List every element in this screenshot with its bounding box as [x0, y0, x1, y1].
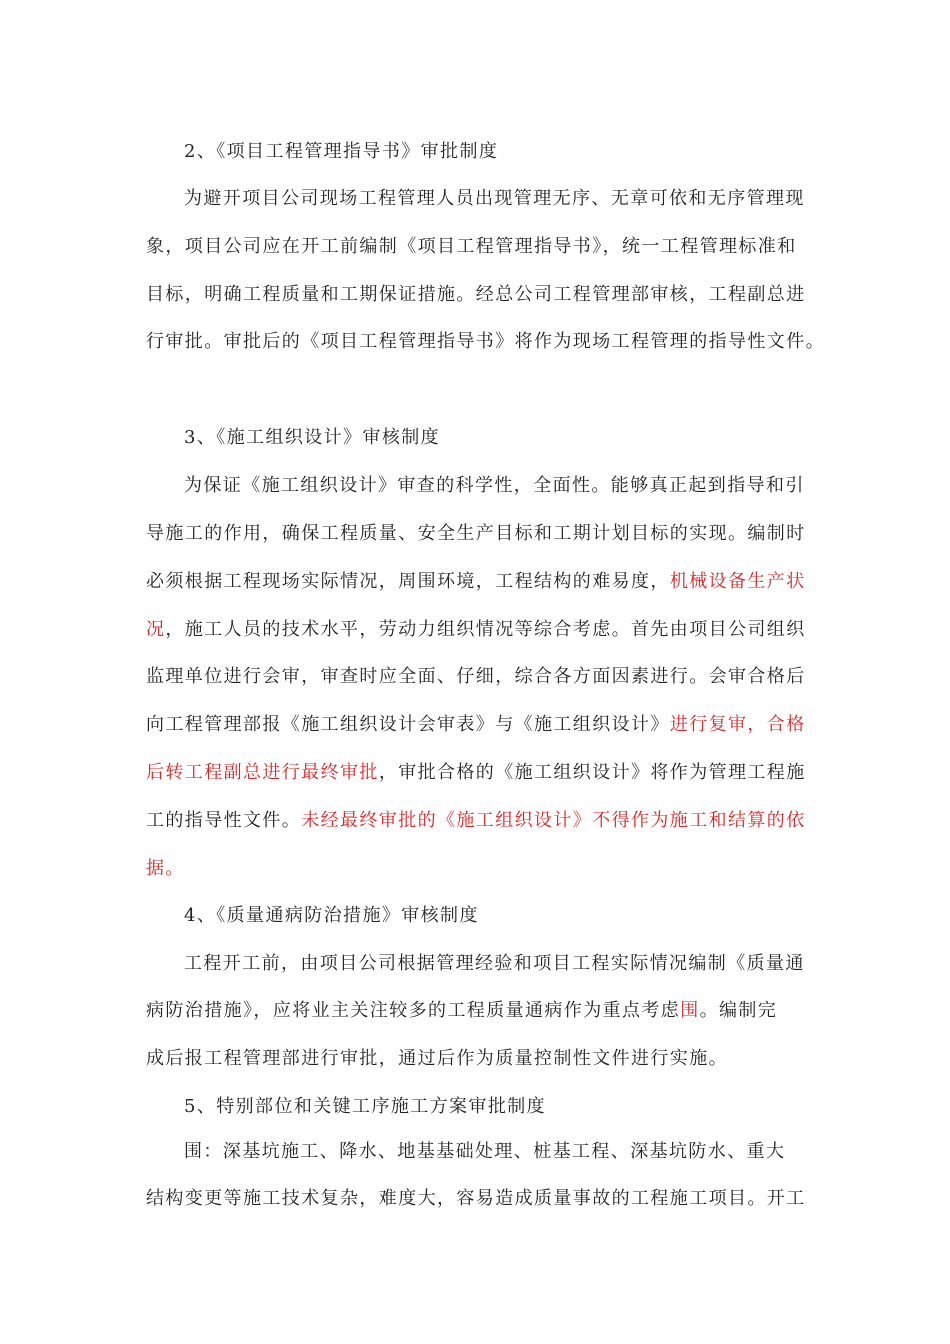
paragraph-line: 目标，明确工程质量和工期保证措施。经总公司工程管理部审核，工程副总进 — [146, 284, 806, 305]
paragraph-line: 必须根据工程现场实际情况，周围环境，工程结构的难易度，机械设备生产状 — [146, 571, 806, 592]
highlight-text: 机械设备生产状 — [669, 571, 806, 592]
paragraph-line: 况，施工人员的技术水平，劳动力组织情况等综合考虑。首先由项目公司组织 — [146, 619, 806, 640]
paragraph-line: 围：深基坑施工、降水、地基基础处理、桩基工程、深基坑防水、重大 — [184, 1141, 786, 1162]
paragraph-line: 工的指导性文件。未经最终审批的《施工组织设计》不得作为施工和结算的依 — [146, 810, 806, 831]
section-heading-5: 5、特别部位和关键工序施工方案审批制度 — [184, 1096, 547, 1117]
highlight-text: 进行复审，合格 — [669, 714, 806, 735]
highlight-text: 况 — [146, 619, 166, 640]
section-heading-2: 2、《项目工程管理指导书》审批制度 — [184, 141, 499, 162]
section-heading-3: 3、《施工组织设计》审核制度 — [184, 427, 441, 448]
highlight-text: 未经最终审批的《施工组织设计》不得作为施工和结算的依 — [301, 810, 806, 831]
paragraph-line: 为避开项目公司现场工程管理人员出现管理无序、无章可依和无序管理现 — [184, 188, 805, 209]
paragraph-line: 后转工程副总进行最终审批，审批合格的《施工组织设计》将作为管理工程施 — [146, 762, 806, 783]
highlight-text: 后转工程副总进行最终审批 — [146, 762, 379, 783]
paragraph-line: 监理单位进行会审，审查时应全面、仔细，综合各方面因素进行。会审合格后 — [146, 666, 806, 687]
highlight-text: 围 — [680, 1000, 700, 1021]
paragraph-line: 导施工的作用，确保工程质量、安全生产目标和工期计划目标的实现。编制时 — [146, 523, 806, 544]
paragraph-line: 行审批。审批后的《项目工程管理指导书》将作为现场工程管理的指导性文件。 — [146, 331, 825, 352]
highlight-text: 据。 — [146, 858, 185, 879]
paragraph-line: 成后报工程管理部进行审批，通过后作为质量控制性文件进行实施。 — [146, 1048, 728, 1069]
paragraph-line: 病防治措施》，应将业主关注较多的工程质量通病作为重点考虑围。编制完 — [146, 1000, 778, 1021]
paragraph-line: 象，项目公司应在开工前编制《项目工程管理指导书》，统一工程管理标准和 — [146, 236, 797, 257]
paragraph-line: 为保证《施工组织设计》审查的科学性，全面性。能够真正起到指导和引 — [184, 475, 805, 496]
section-heading-4: 4、《质量通病防治措施》审核制度 — [184, 905, 479, 926]
paragraph-line: 结构变更等施工技术复杂，难度大，容易造成质量事故的工程施工项目。开工 — [146, 1188, 806, 1209]
paragraph-line: 工程开工前，由项目公司根据管理经验和项目工程实际情况编制《质量通 — [184, 953, 805, 974]
paragraph-line — [146, 857, 185, 881]
paragraph-line: 向工程管理部报《施工组织设计会审表》与《施工组织设计》进行复审，合格 — [146, 714, 806, 735]
